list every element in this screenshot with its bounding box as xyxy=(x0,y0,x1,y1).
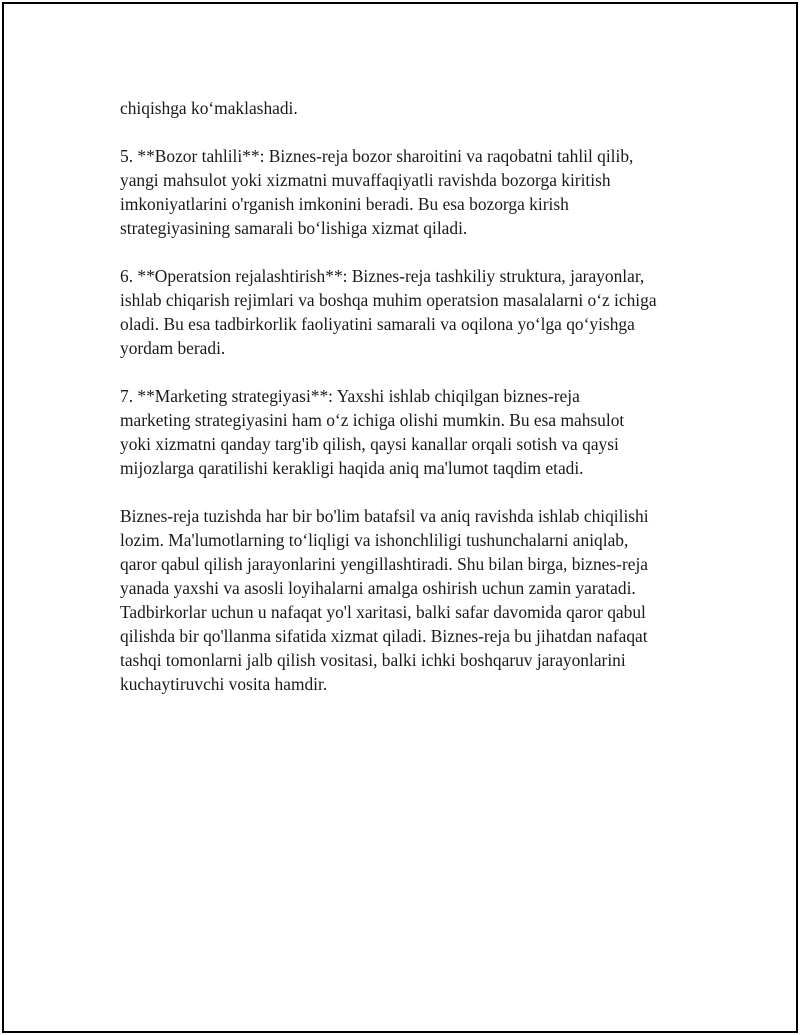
paragraph-continuation: chiqishga ko‘maklashadi. xyxy=(120,98,298,118)
paragraph-bozor-tahlili: 5. **Bozor tahlili**: Biznes-reja bozor sharoitini va raqobatni tahlil qilib, yangi mahsulot yoki xizmatni muvaffaqiyatli ravishda bozorga kiritish imkoniyatlarini o'rganish imkonini beradi. Bu esa bozorga kirish strategiyasining samarali bo‘lishiga xizmat qiladi. xyxy=(120,146,634,238)
paragraph-operatsion-rejalashtirish: 6. **Operatsion rejalashtirish**: Biznes-reja tashkiliy struktura, jarayonlar, ishlab chiqarish rejimlari va boshqa muhim operatsion masalalarni o‘z ichiga oladi. Bu esa tadbirkorlik faoliyatini samarali va oqilona yo‘lga qo‘yishga yordam beradi. xyxy=(120,266,657,358)
document-body xyxy=(120,96,710,720)
paragraph-marketing-strategiyasi: 7. **Marketing strategiyasi**: Yaxshi ishlab chiqilgan biznes-reja marketing strategiyasini ham o‘z ichiga olishi mumkin. Bu esa mahsulot yoki xizmatni qanday targ'ib qilish, qaysi kanallar orqali sotish va qaysi mijozlarga qaratilishi kerakligi haqida aniq ma'lumot taqdim etadi. xyxy=(120,386,625,478)
paragraph-conclusion: Biznes-reja tuzishda har bir bo'lim batafsil va aniq ravishda ishlab chiqilishi lozim. Ma'lumotlarning to‘liqligi va ishonchliligi tushunchalarni aniqlab, qaror qabul qilish jarayonlarini yengillashtiradi. Shu bilan birga, biznes-reja yanada yaxshi va asosli loyihalarni amalga oshirish uchun zamin yaratadi. Tadbirkorlar uchun u nafaqat yo'l xaritasi, balki safar davomida qaror qabul qilishda bir qo'llanma sifatida xizmat qiladi. Biznes-reja bu jihatdan nafaqat tashqi tomonlarni jalb qilish vositasi, balki ichki boshqaruv jarayonlarini kuchaytiruvchi vosita hamdir. xyxy=(120,506,649,694)
document-page xyxy=(2,2,798,1033)
